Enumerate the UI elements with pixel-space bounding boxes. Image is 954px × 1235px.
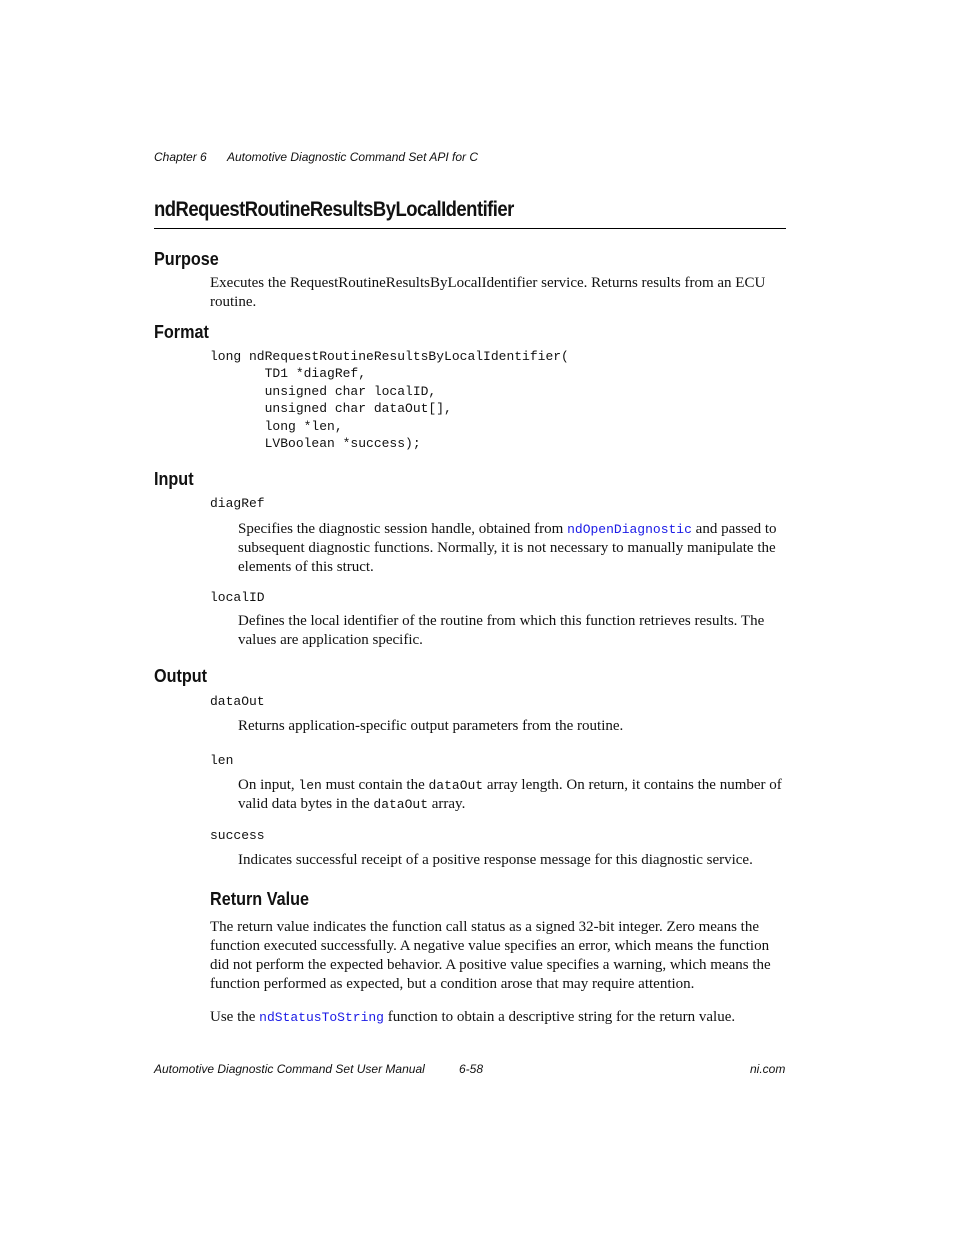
inline-code-dataout: dataOut	[428, 778, 484, 793]
param-name-success: success	[210, 828, 265, 843]
running-header	[154, 150, 478, 164]
footer-manual-title: Automotive Diagnostic Command Set User Manual	[154, 1062, 425, 1076]
input-heading: Input	[154, 469, 194, 489]
param-desc-diagref: Specifies the diagnostic session handle, obtained from ndOpenDiagnostic and passed to subsequent diagnostic functions. Normally, it is not necessary to manually manipulate the elements of this struct.	[238, 521, 777, 575]
footer-site: ni.com	[750, 1062, 786, 1076]
param-name-diagref: diagRef	[210, 496, 265, 511]
output-heading: Output	[154, 666, 208, 686]
param-desc-success: Indicates successful receipt of a positive response message for this diagnostic service.	[238, 852, 753, 868]
return-value-use: Use the ndStatusToString function to obtain a descriptive string for the return value.	[210, 1009, 736, 1025]
footer-page-number: 6-58	[459, 1062, 484, 1076]
chapter-title: Automotive Diagnostic Command Set API for C	[227, 150, 478, 164]
param-name-len: len	[210, 753, 234, 768]
title-rule	[154, 228, 786, 229]
chapter-label: Chapter 6	[154, 150, 207, 164]
param-desc-localid: Defines the local identifier of the routine from which this function retrieves results. The values are application specific.	[238, 613, 765, 648]
inline-code-len: len	[298, 778, 322, 793]
ndstatustostring-link[interactable]: ndStatusToString	[259, 1010, 384, 1025]
param-desc-len: On input, len must contain the dataOut array length. On return, it contains the number of valid data bytes in the dataOut array.	[238, 777, 782, 812]
param-name-localid: localID	[210, 590, 265, 605]
return-value-heading: Return Value	[210, 889, 310, 909]
return-value-text: The return value indicates the function call status as a signed 32-bit integer. Zero means the function executed successfully. A negative value specifies an error, which means the function did not perform the expected behavior. A positive value specifies a warning, which means the function performed as expected, but a condition arose that may require attention.	[210, 919, 771, 992]
param-name-dataout: dataOut	[210, 694, 265, 709]
param-desc-dataout: Returns application-specific output parameters from the routine.	[238, 718, 624, 734]
ndopendiagnostic-link[interactable]: ndOpenDiagnostic	[567, 522, 692, 537]
function-title: ndRequestRoutineResultsByLocalIdentifier	[154, 198, 514, 221]
inline-code-dataout: dataOut	[373, 797, 428, 812]
purpose-text: Executes the RequestRoutineResultsByLocalIdentifier service. Returns results from an ECU routine.	[210, 275, 766, 310]
format-code: long ndRequestRoutineResultsByLocalIdentifier( TD1 *diagRef, unsigned char localID, unsigned char dataOut[], long *len, LVBoolean *success);	[210, 349, 569, 452]
purpose-heading: Purpose	[154, 249, 219, 269]
format-heading: Format	[154, 322, 209, 342]
